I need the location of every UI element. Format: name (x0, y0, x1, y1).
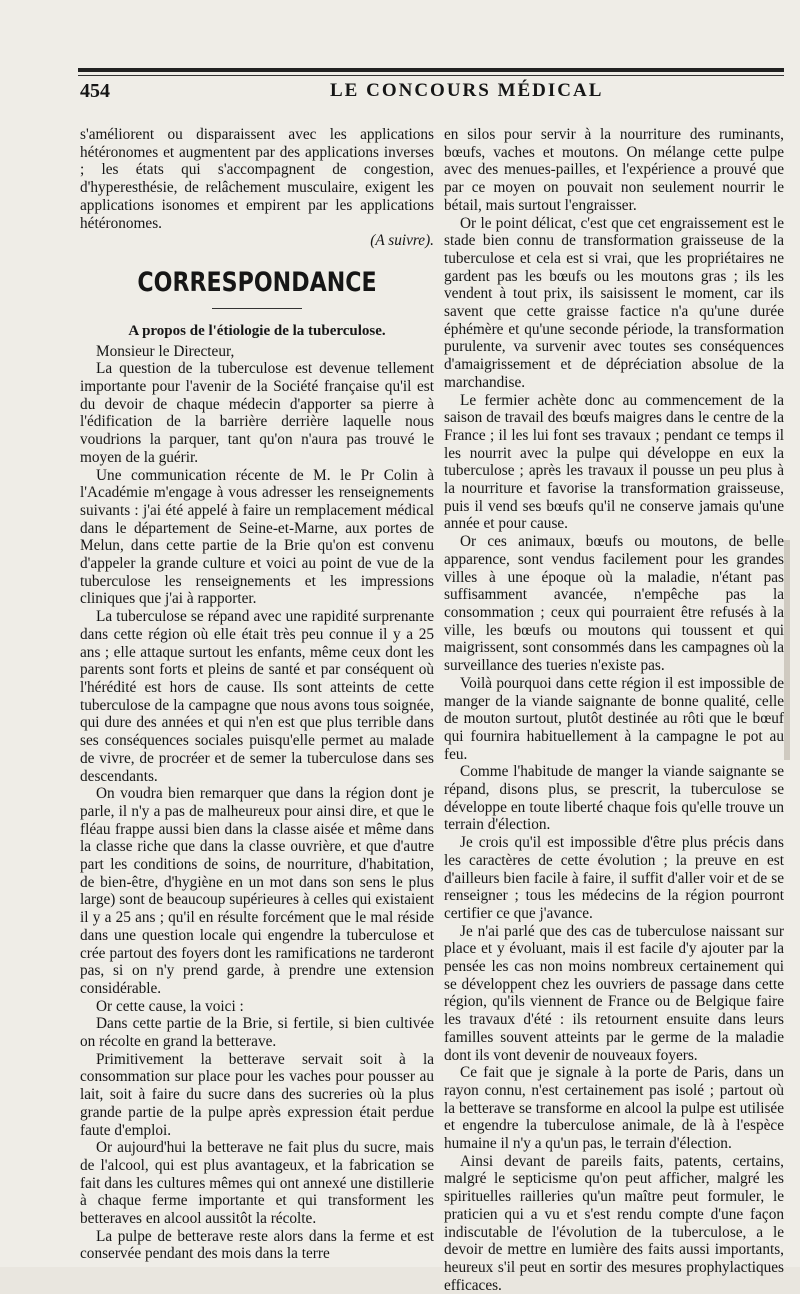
paragraph: Primitivement la betterave servait soit à la consommation sur place pour les vaches pour pousser au lait, soit à faire du sucre dans des sucreries où la plus grande partie de la pulpe après expression était perdue faute d'emploi. (80, 1050, 434, 1139)
paragraph: Dans cette partie de la Brie, si fertile, si bien cultivée on récolte en grand la betterave. (80, 1015, 434, 1051)
paragraph: Comme l'habitude de manger la viande saignante se répand, disons plus, se prescrit, la tuberculose se développe en toute liberté chaque fois qu'elle trouve un terrain d'élection. (444, 763, 784, 834)
paragraph: Or cette cause, la voici : (96, 997, 244, 1015)
paragraph: Voilà pourquoi dans cette région il est impossible de manger de la viande saignante de bonne qualité, celle de mouton surtout, plutôt destinée au rôti que le bœuf qui fournira habituellement à la campagne le pot au feu. (444, 674, 784, 763)
paragraph: Je crois qu'il est impossible d'être plus précis dans les caractères de cette évolution ; la preuve en est d'ailleurs bien facile à faire, il suffit d'aller voir et de se renseigner ; tous les médecins de la région pourront certifier ce que j'avance. (444, 834, 784, 922)
paragraph: La question de la tuberculose est devenue tellement importante pour l'avenir de la Société française qu'il est du devoir de chaque médecin d'apporter sa pierre à l'édification de la barrière derrière laquelle nous voudrions la parquer, tant qu'on n'aura pas trouvé le moyen de la guérir. (80, 360, 434, 466)
page-number: 454 (80, 80, 110, 102)
paragraph: Ainsi devant de pareils faits, patents, certains, malgré le septicisme qu'on peut afficher, malgré les spirituelles railleries qu'un maître peut formuler, le praticien qui a vu et s'est rendu compte d'une façon indiscutable de l'évolution de la tuberculose, a le devoir de mettre en lumière des faits aussi importants, heureux s'il peut en sortir des mesures prophylactiques efficaces. (444, 1152, 784, 1294)
left-column (80, 126, 434, 1263)
header-rule-thick (78, 68, 784, 72)
paragraph: La tuberculose se répand avec une rapidité surprenante dans cette région où elle était très peu connue il y a 25 ans ; elle attaque surtout les enfants, même ceux dont les parents sont forts et pleins de santé et par conséquent où l'hérédité est hors de cause. Ils sont atteints de cette tuberculose de la campagne que nous avons tous soignée, qui dure des années et qui n'en est que plus terrible dans ses conséquences sociales puisqu'elle permet au malade de vivre, de procréer et de semer la tuberculose dans ses descendants. (80, 608, 434, 785)
paragraph: Le fermier achète donc au commencement de la saison de travail des bœufs maigres dans le centre de la France ; il les lui font ses travaux ; pendant ce temps il les nourrit avec la pulpe qui développe en eux la tuberculose ; après les travaux il pousse un peu plus à la nourriture et favorise la transformation graisseuse, puis il vend ses bœufs qu'il ne conserve jamais qu'une année et pour cause. (444, 391, 784, 533)
running-title: LE CONCOURS MÉDICAL (330, 80, 604, 101)
paragraph: Or aujourd'hui la betterave ne fait plus du sucre, mais de l'alcool, qui est plus avantageux, et la fabrication se fait dans les cultures mêmes qui ont annexé une distillerie à chaque ferme importante et qui transforment les betteraves en alcool aussitôt la récolte. (80, 1139, 434, 1228)
paragraph: Ce fait que je signale à la porte de Paris, dans un rayon connu, n'est certainement pas isolé ; partout où la betterave se transforme en alcool la pulpe est utilisée et engendre la tuberculose animale, de là à l'espèce humaine il n'y a qu'un pas, le terrain d'élection. (444, 1064, 784, 1153)
section-rule (212, 308, 302, 309)
intro-paragraph: s'améliorent ou disparaissent avec les applications hétéronomes et augmentent par des applications inverses ; les états qui s'accompagnent de congestion, d'hyperesthésie, de relâchement musculaire, exigent les applications isonomes et empirent par les applications hétéronomes. (80, 126, 434, 232)
paragraph: Or le point délicat, c'est que cet engraissement est le stade bien connu de transformation graisseuse de la tuberculose et cela est si vrai, que les propriétaires ne gardent pas les bœufs ou les moutons gras ; ils les vendent à tout prix, ils saisissent le moment, car ils savent que cette graisse factice n'a qu'une durée éphémère et qu'une seconde période, la transformation purulente, va survenir avec toutes ses conséquences d'amaigrissement et de dépréciation absolue de la marchandise. (444, 214, 784, 391)
paragraph: On voudra bien remarquer que dans la région dont je parle, il n'y a pas de malheureux pour ainsi dire, et que le fléau frappe aussi bien dans la classe aisée et même dans la classe riche que dans la classe ouvrière, et que d'autre part les conditions de soins, de nourriture, d'habitation, de bien-être, d'hygiène en un mot dans son sens le plus large) sont de beaucoup supérieures à celles qui existaient il y a 25 ans ; qu'il en résulte forcément que le mal réside dans une question locale qui engendre la tuberculose et crée partout des foyers dont les ramifications ne tarderont pas, si on n'y prend garde, à prendre une extension considérable. (80, 785, 434, 997)
article-title: A propos de l'étiologie de la tuberculose. (128, 322, 386, 339)
a-suivre: (A suivre). (370, 232, 434, 250)
binding-edge (784, 540, 790, 760)
paragraph: Je n'ai parlé que des cas de tuberculose naissant sur place et y évoluant, mais il est facile d'y ajouter par la pensée les cas non moins nombreux certainement qui se développent chez les ouvriers de passage dans cette région, qu'ils viennent de France ou de Belgique faire les travaux d'été : ils retournent ensuite dans leurs familles souvent atteints par le germe de la maladie dont ils vont devenir de nouveaux foyers. (444, 922, 784, 1064)
paragraph: en silos pour servir à la nourriture des ruminants, bœufs, vaches et moutons. On mélange cette pulpe avec des menues-pailles, et l'expérience a prouvé que par ce moyen on pouvait non seulement nourrir le bétail, mais surtout l'engraisser. (444, 126, 784, 214)
page-header (80, 80, 780, 106)
greeting: Monsieur le Directeur, (96, 342, 235, 360)
header-rule-thin (78, 75, 784, 76)
paragraph: La pulpe de betterave reste alors dans la ferme et est conservée pendant des mois dans la terre (80, 1227, 434, 1263)
right-column (444, 126, 784, 1294)
paragraph: Or ces animaux, bœufs ou moutons, de belle apparence, sont vendus facilement pour les grandes villes à une époque où la maladie, n'étant pas suffisamment avancée, n'empêche pas la consommation ; ceux qui pourraient être refusés à la ville, les bœufs ou moutons qui toussent et qui maigrissent, sont consommés dans les campagnes où la surveillance des tueries n'existe pas. (444, 533, 784, 675)
section-title: CORRESPONDANCE (137, 266, 377, 298)
paragraph: Une communication récente de M. le Pr Colin à l'Académie m'engage à vous adresser les renseignements suivants : j'ai été appelé à faire un remplacement médical dans le département de Seine-et-Marne, aux portes de Melun, dans cette partie de la Brie qu'on est convenu d'appeler la grande culture et voici au point de vue de la tuberculose les renseignements et les impressions cliniques que j'ai à rapporter. (80, 466, 434, 608)
